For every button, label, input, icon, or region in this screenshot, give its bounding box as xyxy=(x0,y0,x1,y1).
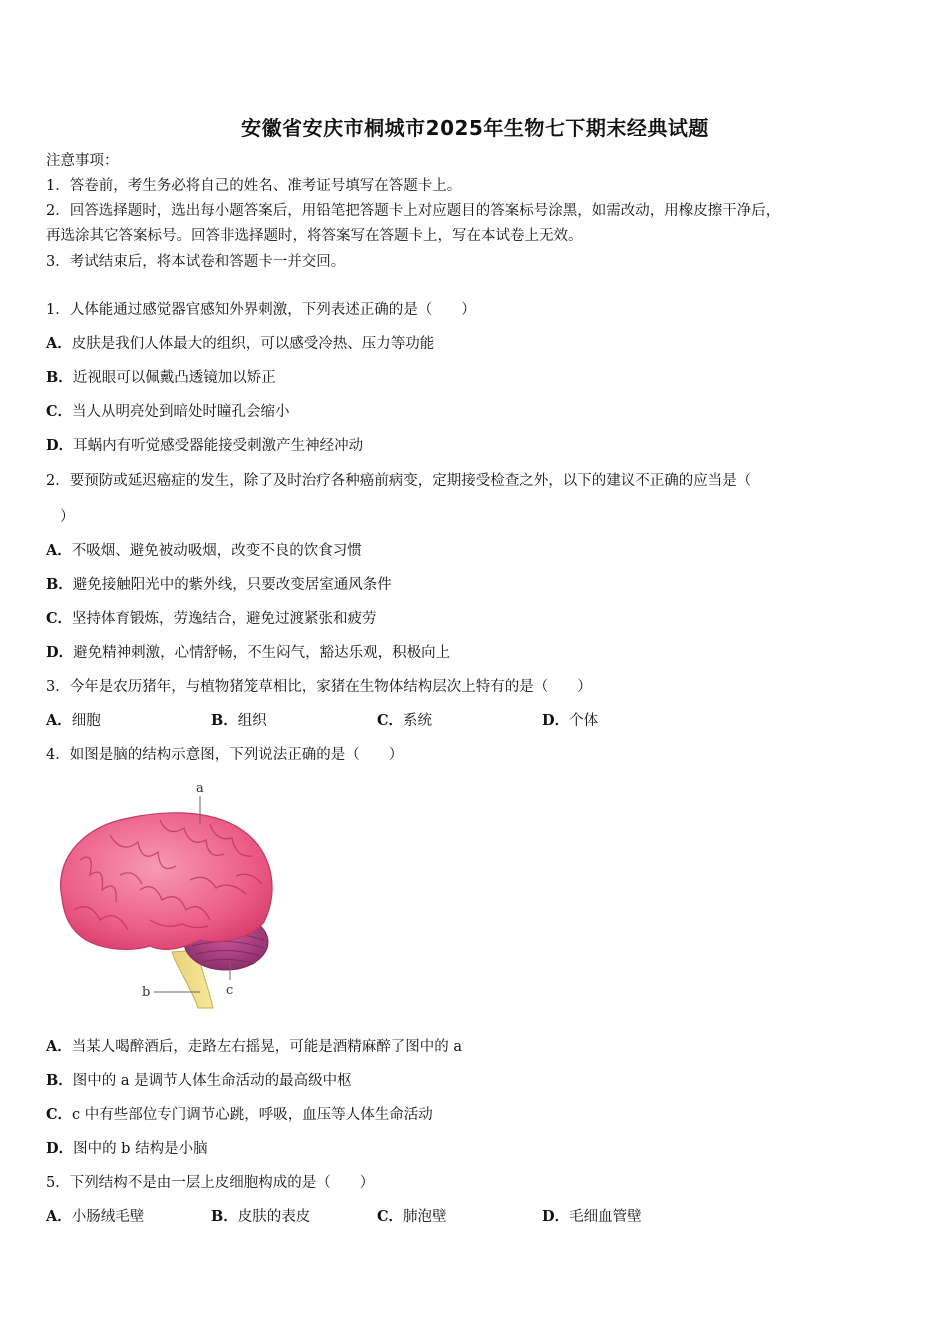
question-2-option-d xyxy=(46,643,450,663)
option-label: B． xyxy=(46,576,73,593)
notice-item: 1．答卷前，考生务必将自己的姓名、准考证号填写在答题卡上。 xyxy=(46,178,462,194)
option-label: D． xyxy=(542,712,570,729)
question-5-option-a xyxy=(46,1207,144,1227)
option-label: B． xyxy=(46,369,73,386)
question-2-stem: 2．要预防或延迟癌症的发生，除了及时治疗各种癌前病变，定期接受检查之外，以下的建议不正确的应当是（ xyxy=(46,473,752,489)
label-b: b xyxy=(142,985,151,1000)
option-text: c 中有些部位专门调节心跳，呼吸，血压等人体生命活动 xyxy=(72,1107,433,1123)
option-label: B． xyxy=(211,712,238,729)
option-label: D． xyxy=(46,437,74,454)
option-label: C． xyxy=(377,712,404,729)
option-text: 个体 xyxy=(569,713,599,729)
option-text: 不吸烟、避免被动吸烟，改变不良的饮食习惯 xyxy=(71,543,362,559)
option-text: 小肠绒毛壁 xyxy=(71,1209,145,1225)
option-text: 图中的 b 结构是小脑 xyxy=(73,1141,208,1157)
option-text: 坚持体育锻炼，劳逸结合，避免过渡紧张和疲劳 xyxy=(72,611,377,627)
option-label: A． xyxy=(46,335,72,352)
option-text: 耳蜗内有听觉感受器能接受刺激产生神经冲动 xyxy=(73,438,364,454)
notice-heading: 注意事项： xyxy=(46,153,119,169)
question-4-option-d xyxy=(46,1139,208,1159)
question-5-option-b xyxy=(211,1207,310,1227)
option-text: 皮肤的表皮 xyxy=(237,1209,311,1225)
question-3-option-b xyxy=(211,711,267,731)
question-1-option-a xyxy=(46,334,434,354)
option-text: 近视眼可以佩戴凸透镜加以矫正 xyxy=(72,370,276,386)
notice-item: 3．考试结束后，将本试卷和答题卡一并交回。 xyxy=(46,254,346,270)
question-2-option-a xyxy=(46,541,362,561)
option-text: 肺泡壁 xyxy=(403,1209,447,1225)
option-label: A． xyxy=(46,542,72,559)
question-3-stem: 3．今年是农历猪年，与植物猪笼草相比，家猪在生物体结构层次上特有的是（ ） xyxy=(46,679,592,695)
option-label: B． xyxy=(211,1208,238,1225)
option-label: D． xyxy=(542,1208,570,1225)
question-4-option-a xyxy=(46,1037,462,1057)
option-text: 当人从明亮处到暗处时瞳孔会缩小 xyxy=(72,404,290,420)
question-2-option-b xyxy=(46,575,392,595)
question-5-stem: 5．下列结构不是由一层上皮细胞构成的是（ ） xyxy=(46,1175,375,1191)
option-text: 细胞 xyxy=(71,713,101,729)
option-text: 系统 xyxy=(403,713,433,729)
question-5-options xyxy=(46,1207,906,1227)
question-2-stem-cont: ） xyxy=(60,509,75,525)
option-label: C． xyxy=(377,1208,404,1225)
question-1-option-c xyxy=(46,402,290,422)
question-3-option-d xyxy=(542,711,598,731)
option-label: A． xyxy=(46,712,72,729)
option-label: D． xyxy=(46,1140,74,1157)
brain-diagram xyxy=(50,780,280,1010)
option-label: B． xyxy=(46,1072,73,1089)
option-label: A． xyxy=(46,1208,72,1225)
question-3-option-c xyxy=(377,711,432,731)
question-4-option-c xyxy=(46,1105,433,1125)
option-text: 避免接触阳光中的紫外线，只要改变居室通风条件 xyxy=(72,577,392,593)
question-4-option-b xyxy=(46,1071,352,1091)
question-4-stem: 4．如图是脑的结构示意图，下列说法正确的是（ ） xyxy=(46,747,404,763)
question-3-option-a xyxy=(46,711,101,731)
question-3-options xyxy=(46,711,906,731)
cerebrum xyxy=(61,813,273,950)
question-2-option-c xyxy=(46,609,377,629)
option-text: 组织 xyxy=(237,713,267,729)
notice-item: 2．回答选择题时，选出每小题答案后，用铅笔把答题卡上对应题目的答案标号涂黑，如需改动，用橡皮擦干净后， xyxy=(46,203,781,219)
option-label: C． xyxy=(46,610,73,627)
option-label: C． xyxy=(46,1106,73,1123)
question-5-option-d xyxy=(542,1207,642,1227)
question-5-option-c xyxy=(377,1207,447,1227)
option-label: C． xyxy=(46,403,73,420)
option-label: D． xyxy=(46,644,74,661)
label-a: a xyxy=(196,781,204,796)
question-1-option-b xyxy=(46,368,276,388)
question-1-option-d xyxy=(46,436,363,456)
option-text: 当某人喝醉酒后，走路左右摇晃，可能是酒精麻醉了图中的 a xyxy=(71,1039,463,1055)
option-text: 毛细血管壁 xyxy=(569,1209,642,1225)
option-text: 避免精神刺激，心情舒畅，不生闷气，豁达乐观，积极向上 xyxy=(73,645,451,661)
question-1-stem: 1．人体能通过感觉器官感知外界刺激，下列表述正确的是（ ） xyxy=(46,302,476,318)
notice-item: 再选涂其它答案标号。回答非选择题时，将答案写在答题卡上，写在本试卷上无效。 xyxy=(46,228,583,244)
option-label: A． xyxy=(46,1038,72,1055)
option-text: 图中的 a 是调节人体生命活动的最高级中枢 xyxy=(72,1073,352,1089)
option-text: 皮肤是我们人体最大的组织，可以感受冷热、压力等功能 xyxy=(71,336,435,352)
label-c: c xyxy=(226,983,234,998)
page-title: 安徽省安庆市桐城市2025年生物七下期末经典试题 xyxy=(241,116,709,140)
